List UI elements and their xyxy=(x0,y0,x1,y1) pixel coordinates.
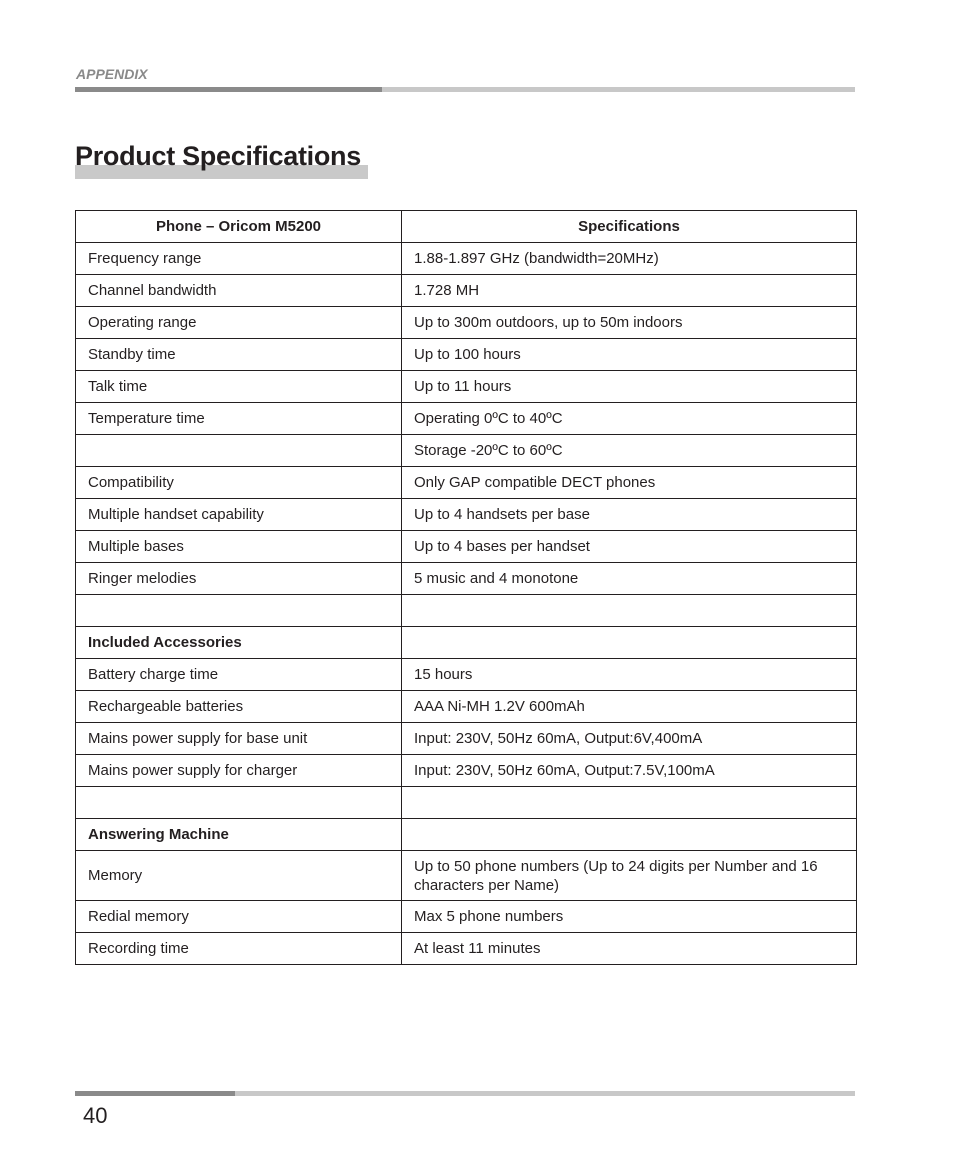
spec-name: Frequency range xyxy=(76,243,402,275)
table-row xyxy=(76,435,857,467)
spec-name: Channel bandwidth xyxy=(76,275,402,307)
column-header-specifications: Specifications xyxy=(402,211,857,243)
spec-value xyxy=(402,819,857,851)
spec-value: 1.88-1.897 GHz (bandwidth=20MHz) xyxy=(402,243,857,275)
spec-name: Multiple bases xyxy=(76,531,402,563)
spec-value: 5 music and 4 monotone xyxy=(402,563,857,595)
table-row xyxy=(76,851,857,901)
table-row xyxy=(76,531,857,563)
table-row xyxy=(76,307,857,339)
table-row xyxy=(76,787,857,819)
table-row xyxy=(76,819,857,851)
spec-value xyxy=(402,595,857,627)
spec-name: Ringer melodies xyxy=(76,563,402,595)
table-row xyxy=(76,499,857,531)
table-row xyxy=(76,467,857,499)
spec-value: Up to 100 hours xyxy=(402,339,857,371)
spec-name: Standby time xyxy=(76,339,402,371)
spec-value: Input: 230V, 50Hz 60mA, Output:6V,400mA xyxy=(402,723,857,755)
spec-name: Compatibility xyxy=(76,467,402,499)
table-row xyxy=(76,243,857,275)
spec-name: Memory xyxy=(76,851,402,901)
spec-value: AAA Ni-MH 1.2V 600mAh xyxy=(402,691,857,723)
spec-value: Up to 300m outdoors, up to 50m indoors xyxy=(402,307,857,339)
header-divider-accent xyxy=(75,87,382,92)
spec-name: Mains power supply for charger xyxy=(76,755,402,787)
spec-value xyxy=(402,627,857,659)
spec-value: Storage -20ºC to 60ºC xyxy=(402,435,857,467)
spec-name: Operating range xyxy=(76,307,402,339)
section-label: APPENDIX xyxy=(76,66,148,82)
spec-value: Max 5 phone numbers xyxy=(402,901,857,933)
title-block xyxy=(75,141,368,179)
spec-value: Up to 4 bases per handset xyxy=(402,531,857,563)
spec-name: Redial memory xyxy=(76,901,402,933)
table-row xyxy=(76,403,857,435)
table-row xyxy=(76,933,857,965)
spec-name xyxy=(76,435,402,467)
spec-name: Recording time xyxy=(76,933,402,965)
spec-value xyxy=(402,787,857,819)
spec-name: Talk time xyxy=(76,371,402,403)
table-row xyxy=(76,627,857,659)
spec-value: 1.728 MH xyxy=(402,275,857,307)
table-row xyxy=(76,723,857,755)
table-row xyxy=(76,563,857,595)
page-number: 40 xyxy=(83,1103,108,1128)
column-header-phone: Phone – Oricom M5200 xyxy=(76,211,402,243)
spec-value: Up to 50 phone numbers (Up to 24 digits per Number and 16 characters per Name) xyxy=(402,851,857,901)
table-row xyxy=(76,901,857,933)
header-divider xyxy=(75,87,855,92)
spec-value: Only GAP compatible DECT phones xyxy=(402,467,857,499)
section-heading-accessories: Included Accessories xyxy=(76,627,402,659)
table-row xyxy=(76,595,857,627)
spec-name xyxy=(76,787,402,819)
table-row xyxy=(76,275,857,307)
spec-value: Input: 230V, 50Hz 60mA, Output:7.5V,100mA xyxy=(402,755,857,787)
spec-name: Multiple handset capability xyxy=(76,499,402,531)
table-row xyxy=(76,659,857,691)
table-row xyxy=(76,755,857,787)
spec-value: Up to 4 handsets per base xyxy=(402,499,857,531)
spec-name: Rechargeable batteries xyxy=(76,691,402,723)
spec-name xyxy=(76,595,402,627)
page-title: Product Specifications xyxy=(75,141,361,171)
spec-value: 15 hours xyxy=(402,659,857,691)
table-row xyxy=(76,691,857,723)
section-heading-answering-machine: Answering Machine xyxy=(76,819,402,851)
table-row xyxy=(76,339,857,371)
table-row xyxy=(76,371,857,403)
spec-name: Battery charge time xyxy=(76,659,402,691)
table-header-row xyxy=(76,211,857,243)
spec-name: Mains power supply for base unit xyxy=(76,723,402,755)
spec-value: Up to 11 hours xyxy=(402,371,857,403)
footer-divider-accent xyxy=(75,1091,235,1096)
footer-divider xyxy=(75,1091,855,1096)
spec-name: Temperature time xyxy=(76,403,402,435)
spec-value: At least 11 minutes xyxy=(402,933,857,965)
specifications-table xyxy=(75,210,857,965)
spec-value: Operating 0ºC to 40ºC xyxy=(402,403,857,435)
